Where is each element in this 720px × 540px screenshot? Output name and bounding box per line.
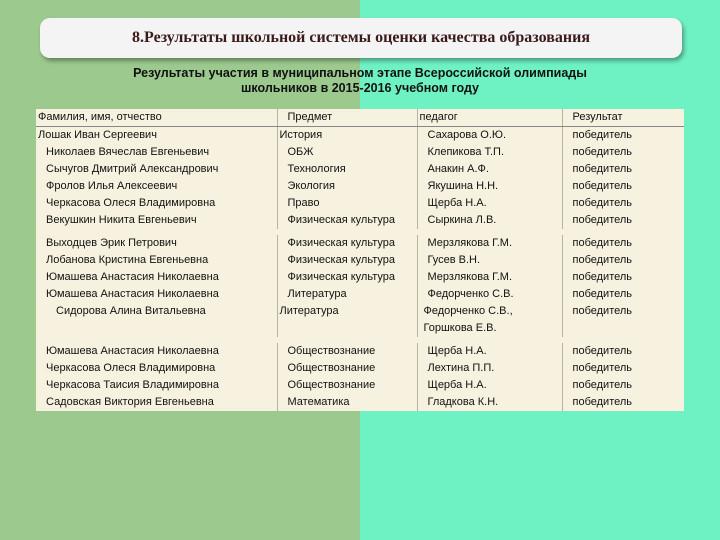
table-row (36, 340, 684, 360)
cell-name: Черкасова Олеся Владимировна (46, 362, 216, 374)
table-row (36, 303, 684, 340)
cell-result: победитель (562, 212, 684, 232)
cell-result: победитель (562, 286, 684, 303)
cell-result: победитель (562, 232, 684, 252)
table-header-row (36, 109, 684, 127)
cell-teacher: Мерзлякова Г.М. (417, 269, 562, 286)
cell-subject: История (277, 127, 417, 145)
cell-name: Черкасова Таисия Владимировна (46, 379, 219, 391)
cell-subject: Обществознание (277, 377, 417, 394)
cell-subject: Право (277, 195, 417, 212)
cell-result: победитель (562, 360, 684, 377)
column-header-name: Фамилия, имя, отчество (36, 109, 277, 127)
cell-teacher: Федорченко С.В. (417, 286, 562, 303)
table-row (36, 269, 684, 286)
table-row (36, 394, 684, 411)
olympiad-results-table (36, 109, 684, 411)
cell-subject: Литература (277, 286, 417, 303)
cell-name: Сидорова Алина Витальевна (56, 305, 206, 317)
table-row (36, 195, 684, 212)
cell-subject: Обществознание (277, 360, 417, 377)
cell-subject: Литература (277, 303, 417, 340)
cell-subject: Физическая культура (277, 252, 417, 269)
cell-name: Выходцев Эрик Петрович (36, 232, 277, 252)
cell-subject: Математика (277, 394, 417, 411)
page-title: 8.Результаты школьной системы оценки качества образования (132, 29, 590, 46)
table-row (36, 252, 684, 269)
cell-name: Лошак Иван Сергеевич (38, 129, 157, 141)
cell-result: победитель (562, 161, 684, 178)
cell-name: Юмашева Анастасия Николаевна (46, 288, 219, 300)
cell-subject: Экология (277, 178, 417, 195)
column-header-subject: Предмет (277, 109, 417, 127)
cell-name: Черкасова Олеся Владимировна (46, 197, 216, 209)
cell-teacher: Сахарова О.Ю. (417, 127, 562, 145)
cell-teacher: Щерба Н.А. (417, 195, 562, 212)
cell-teacher: Якушина Н.Н. (417, 178, 562, 195)
table-row (36, 161, 684, 178)
cell-result: победитель (562, 340, 684, 360)
cell-name: Лобанова Кристина Евгеньевна (46, 254, 209, 266)
subtitle-line-2: школьников в 2015-2016 учебном году (241, 81, 479, 95)
table-row (36, 127, 684, 145)
cell-subject: Физическая культура (277, 212, 417, 232)
cell-name: Садовская Виктория Евгеньевна (46, 396, 214, 408)
cell-teacher: Гусев В.Н. (417, 252, 562, 269)
cell-teacher: Щерба Н.А. (417, 340, 562, 360)
column-header-teacher: педагог (417, 109, 562, 127)
cell-teacher: Федорченко С.В., Горшкова Е.В. (417, 303, 562, 340)
cell-subject: Обществознание (277, 340, 417, 360)
cell-teacher: Клепикова Т.П. (417, 144, 562, 161)
subtitle-line-1: Результаты участия в муниципальном этапе Всероссийской олимпиады (133, 66, 587, 80)
table-row (36, 360, 684, 377)
table-row (36, 232, 684, 252)
cell-name: Юмашева Анастасия Николаевна (46, 271, 219, 283)
cell-name: Юмашева Анастасия Николаевна (36, 340, 277, 360)
cell-result: победитель (562, 127, 684, 145)
table-row (36, 377, 684, 394)
table-row (36, 212, 684, 232)
cell-subject: Физическая культура (277, 269, 417, 286)
cell-teacher: Лехтина П.П. (417, 360, 562, 377)
cell-result: победитель (562, 178, 684, 195)
table-row (36, 178, 684, 195)
cell-name: Николаев Вячеслав Евгеньевич (46, 146, 210, 158)
cell-result: победитель (562, 377, 684, 394)
column-header-result: Результат (562, 109, 684, 127)
cell-result: победитель (562, 144, 684, 161)
cell-result: победитель (562, 195, 684, 212)
cell-subject: Физическая культура (277, 232, 417, 252)
cell-teacher: Мерзлякова Г.М. (417, 232, 562, 252)
title-banner (40, 18, 682, 58)
cell-subject: Технология (277, 161, 417, 178)
cell-teacher: Сыркина Л.В. (417, 212, 562, 232)
cell-name: Векушкин Никита Евгеньевич (46, 214, 197, 226)
subtitle (60, 66, 660, 96)
cell-result: победитель (562, 303, 684, 340)
table-row (36, 286, 684, 303)
cell-result: победитель (562, 394, 684, 411)
table-row (36, 144, 684, 161)
cell-result: победитель (562, 252, 684, 269)
cell-teacher: Анакин А.Ф. (417, 161, 562, 178)
cell-teacher: Щерба Н.А. (417, 377, 562, 394)
cell-result: победитель (562, 269, 684, 286)
cell-subject: ОБЖ (277, 144, 417, 161)
cell-name: Сычугов Дмитрий Александрович (46, 163, 219, 175)
cell-name: Фролов Илья Алексеевич (46, 180, 178, 192)
cell-teacher: Гладкова К.Н. (417, 394, 562, 411)
